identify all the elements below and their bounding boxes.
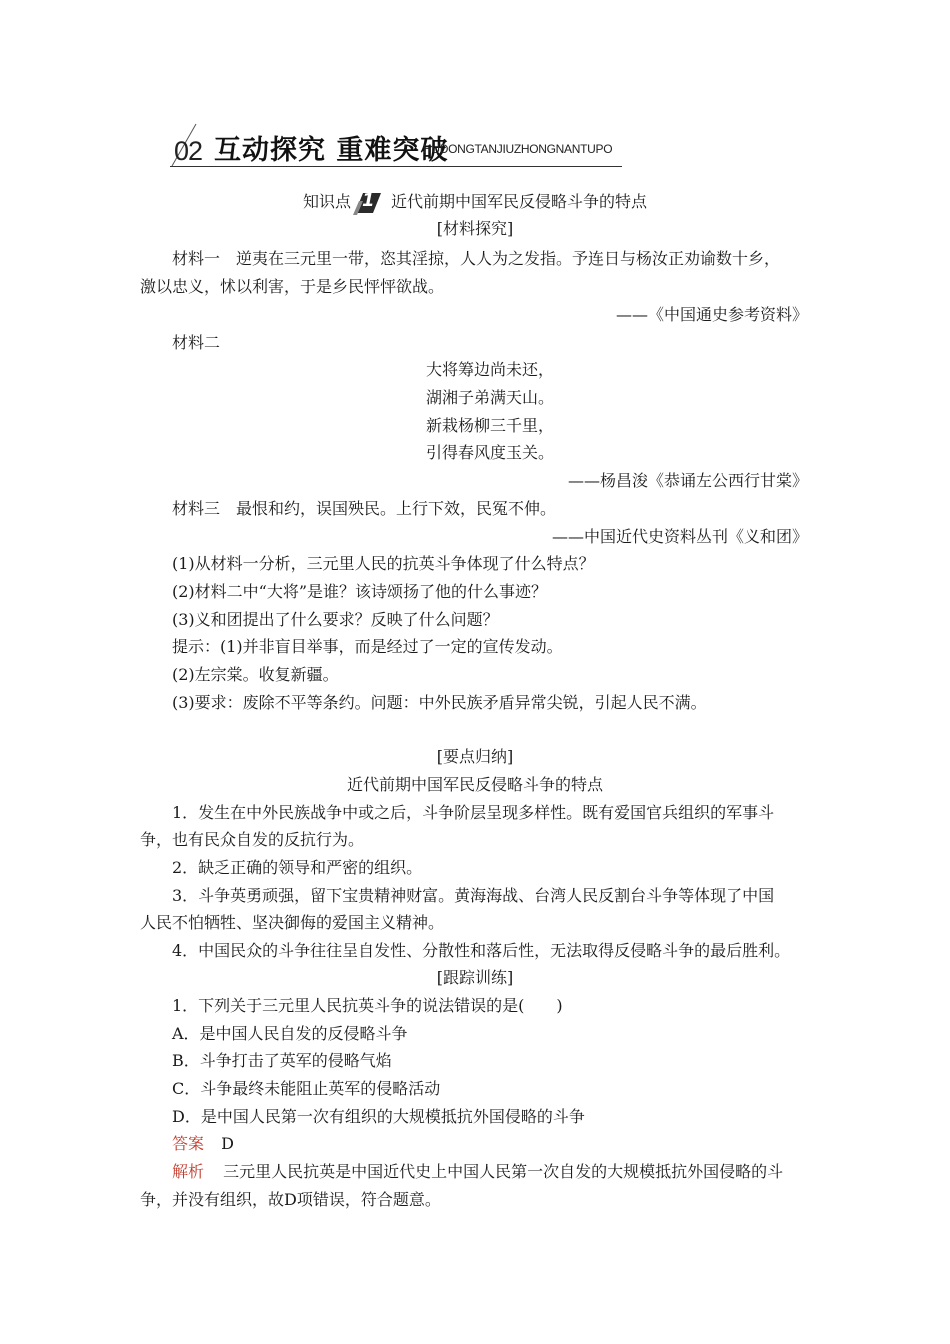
poem-line-3: 新栽杨柳三千里，: [426, 416, 555, 435]
exercise-option-c: C．斗争最终未能阻止英军的侵略活动: [172, 1079, 441, 1098]
poem-line-1: 大将筹边尚未还，: [426, 360, 555, 379]
summary-point-3b: 人民不怕牺牲、坚决御侮的爱国主义精神。: [140, 913, 445, 932]
summary-point-4: 4．中国民众的斗争往往呈自发性、分散性和落后性，无法取得反侵略斗争的最后胜利。: [172, 941, 791, 960]
analysis-line2: 争，并没有组织，故D项错误，符合题意。: [140, 1190, 441, 1209]
material1-line2: 激以忠义，怵以利害，于是乡民怦怦欲战。: [140, 277, 445, 296]
section-banner: [170, 122, 622, 168]
banner-underline: [170, 166, 622, 167]
summary-point-2: 2．缺乏正确的领导和严密的组织。: [172, 858, 423, 877]
question-1: (1)从材料一分析，三元里人民的抗英斗争体现了什么特点？: [172, 554, 595, 573]
analysis-row: [172, 1162, 783, 1182]
knowledge-point-badge-icon: [353, 191, 375, 213]
hint-3: (3)要求：废除不平等条约。问题：中外民族矛盾异常尖锐，引起人民不满。: [172, 693, 707, 712]
hint-1: 提示：(1)并非盲目举事，而是经过了一定的宣传发动。: [172, 637, 563, 656]
section-number: 02: [174, 136, 203, 166]
section-title: 互动探究 重难突破: [214, 135, 449, 166]
summary-point-1a: 1．发生在中外民族战争中或之后，斗争阶层呈现多样性。既有爱国官兵组织的军事斗: [172, 803, 775, 822]
poem-line-4: 引得春风度玉关。: [426, 443, 555, 462]
answer-label: 答案: [172, 1134, 205, 1153]
material3-source: ——中国近代史资料丛刊《义和团》: [551, 527, 808, 546]
material2-source: ——杨昌浚《恭诵左公西行甘棠》: [567, 471, 808, 490]
knowledge-point-heading: [0, 191, 950, 213]
answer-row: [172, 1134, 234, 1154]
knowledge-point-label: 知识点: [302, 192, 351, 211]
section-pinyin: HUDONGTANJIUZHONGNANTUPO: [423, 142, 613, 156]
question-2: (2)材料二中“大将”是谁？该诗颂扬了他的什么事迹？: [172, 582, 548, 601]
question-3: (3)义和团提出了什么要求？反映了什么问题？: [172, 610, 499, 629]
answer-value: D: [221, 1134, 234, 1153]
material1-source: ——《中国通史参考资料》: [615, 305, 808, 324]
material3-line1: 材料三 最恨和约，误国殃民。上行下效，民冤不伸。: [172, 499, 557, 518]
knowledge-point-title: 近代前期中国军民反侵略斗争的特点: [391, 192, 648, 211]
poem-line-2: 湖湘子弟满天山。: [426, 388, 555, 407]
summary-point-3a: 3．斗争英勇顽强，留下宝贵精神财富。黄海海战、台湾人民反割台斗争等体现了中国: [172, 886, 775, 905]
exercise-stem: 1．下列关于三元里人民抗英斗争的说法错误的是( ): [172, 996, 563, 1015]
summary-title: 近代前期中国军民反侵略斗争的特点: [346, 775, 603, 794]
training-section-heading: [跟踪训练]: [436, 968, 514, 987]
analysis-label: 解析: [172, 1162, 205, 1181]
summary-point-1b: 争，也有民众自发的反抗行为。: [140, 830, 365, 849]
summary-section-heading: [要点归纳]: [436, 747, 514, 766]
material-section-heading: [材料探究]: [436, 219, 514, 238]
material1-line1: 材料一 逆夷在三元里一带，恣其淫掠，人人为之发指。予连日与杨汝正劝谕数十乡，: [172, 249, 781, 268]
exercise-option-d: D．是中国人民第一次有组织的大规模抵抗外国侵略的斗争: [172, 1107, 585, 1126]
exercise-option-a: A．是中国人民自发的反侵略斗争: [172, 1024, 408, 1043]
knowledge-point-badge-number: 1: [362, 190, 375, 211]
hint-2: (2)左宗棠。收复新疆。: [172, 665, 339, 684]
material2-label: 材料二: [172, 333, 221, 352]
analysis-line1: 三元里人民抗英是中国近代史上中国人民第一次自发的大规模抵抗外国侵略的斗: [223, 1162, 784, 1181]
exercise-option-b: B．斗争打击了英军的侵略气焰: [172, 1051, 392, 1070]
